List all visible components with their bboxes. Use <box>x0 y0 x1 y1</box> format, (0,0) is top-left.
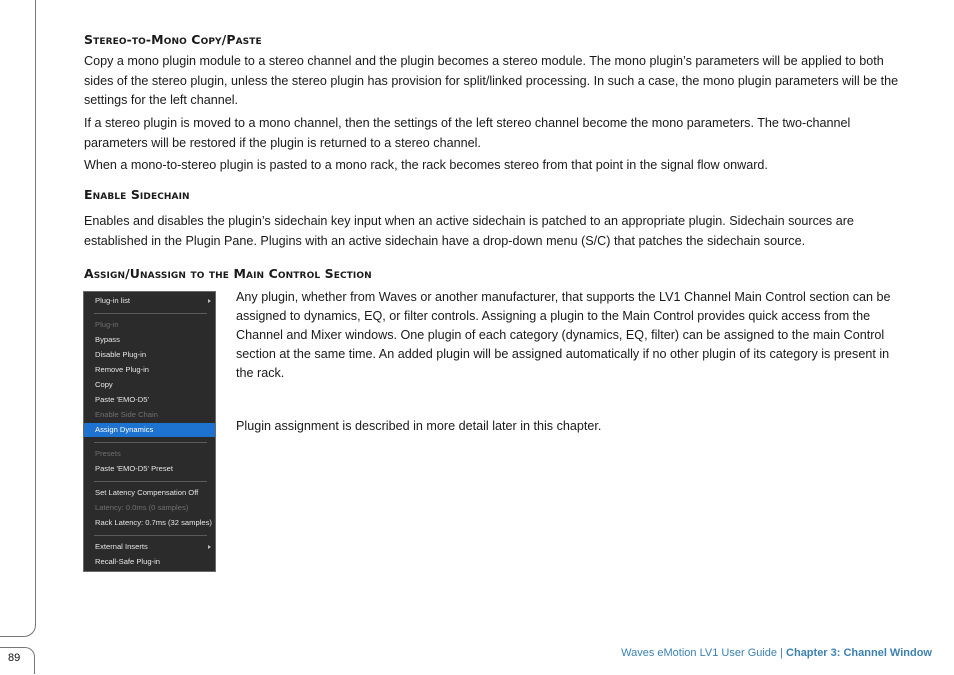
menu-separator <box>94 313 207 314</box>
paragraph: Any plugin, whether from Waves or another manufacturer, that supports the LV1 Channel Main Control section can be assigned to dynamics, EQ, or filter controls. Assigning a plugin to the Main Control provides quick access from the Channel and Mixer windows. One plugin of each category (dynamics, EQ, filter) can be assigned to the main Control section at the same time. An added plugin will be assigned automatically if no other plugin of its category is present in the rack. <box>236 290 891 380</box>
submenu-arrow-icon <box>208 299 211 303</box>
paragraph: Enables and disables the plugin’s sidechain key input when an active sidechain is patched to an appropriate plugin. Sidechain sources are established in the Plugin Pane. Plugins with an active sidechain have a drop-down menu (S/C) that patches the sidechain source. <box>84 214 854 248</box>
menu-item-latency-compensation[interactable]: Set Latency Compensation Off <box>95 488 199 497</box>
menu-item-latency-readout: Latency: 0.0ms (0 samples) <box>95 503 189 512</box>
menu-separator <box>94 535 207 536</box>
section-heading-assign-unassign: Assign/Unassign to the Main Control Section <box>84 266 372 281</box>
menu-item-enable-side-chain[interactable]: Enable Side Chain <box>95 410 158 419</box>
footer-chapter: Chapter 3: Channel Window <box>786 647 932 659</box>
menu-item-bypass[interactable]: Bypass <box>95 335 120 344</box>
menu-item-external-inserts[interactable]: External Inserts <box>84 540 215 554</box>
page-footer <box>621 647 932 659</box>
menu-separator <box>94 481 207 482</box>
footer-guide-title: Waves eMotion LV1 User Guide <box>621 647 778 659</box>
paragraph: When a mono-to-stereo plugin is pasted to a mono rack, the rack becomes stereo from that point in the signal flow onward. <box>84 158 768 172</box>
menu-item-plugin-list[interactable]: Plug-in list <box>84 294 215 308</box>
menu-item-rack-latency[interactable]: Rack Latency: 0.7ms (32 samples) <box>95 518 212 527</box>
section-heading-stereo-to-mono: Stereo-to-Mono Copy/Paste <box>84 32 262 47</box>
paragraph: If a stereo plugin is moved to a mono channel, then the settings of the left stereo channel become the mono parameters. The two-channel parameters will be restored if the plugin is returned to a stereo channel. <box>84 116 851 150</box>
submenu-arrow-icon <box>208 545 211 549</box>
footer-separator: | <box>780 647 783 659</box>
menu-item-disable-plugin[interactable]: Disable Plug-in <box>95 350 147 359</box>
page-number: 89 <box>8 652 21 664</box>
paragraph: Plugin assignment is described in more detail later in this chapter. <box>236 419 602 433</box>
menu-item-presets-header: Presets <box>95 449 121 458</box>
paragraph: Copy a mono plugin module to a stereo channel and the plugin becomes a stereo module. The mono plugin’s parameters will be applied to both sides of the stereo plugin, unless the stereo plugin has provision for split/linked processing. In such a case, the mono plugin parameters will be the settings for the left channel. <box>84 54 899 107</box>
section-heading-enable-sidechain: Enable Sidechain <box>84 187 190 202</box>
menu-item-assign-dynamics[interactable]: Assign Dynamics <box>84 423 215 437</box>
menu-item-paste[interactable]: Paste 'EMO-D5' <box>95 395 149 404</box>
menu-item-paste-preset[interactable]: Paste 'EMO-D5' Preset <box>95 464 174 473</box>
menu-item-plugin-header: Plug-in <box>95 320 119 329</box>
menu-separator <box>94 442 207 443</box>
menu-item-recall-safe[interactable]: Recall-Safe Plug-in <box>95 557 160 566</box>
menu-item-copy[interactable]: Copy <box>95 380 113 389</box>
menu-item-remove-plugin[interactable]: Remove Plug-in <box>95 365 150 374</box>
margin-border <box>0 0 36 637</box>
plugin-context-menu-screenshot <box>83 291 216 572</box>
